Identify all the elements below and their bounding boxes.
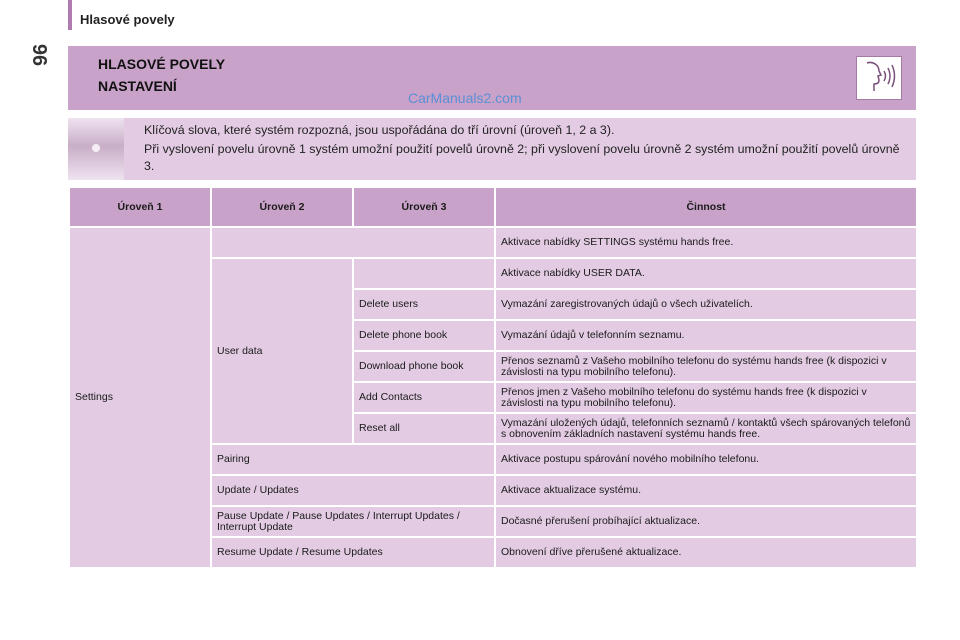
header-level-3: Úroveň 3 <box>353 187 495 227</box>
level3-cell: Delete users <box>353 289 495 320</box>
action-cell: Vymazání zaregistrovaných údajů o všech uživatelích. <box>495 289 917 320</box>
intro-paragraph-2: Při vyslovení povelu úrovně 1 systém umožní použití povelů úrovně 2; při vyslovení povelu úrovně 2 systém umožní použití povelů úrovně 3. <box>144 142 900 173</box>
action-cell: Přenos seznamů z Vašeho mobilního telefonu do systému hands free (k dispozici v závislosti na typu mobilního telefonu). <box>495 351 917 382</box>
action-cell: Přenos jmen z Vašeho mobilního telefonu do systému hands free (k dispozici v závislosti na typu mobilního telefonu). <box>495 382 917 413</box>
action-cell: Obnovení dříve přerušené aktualizace. <box>495 537 917 568</box>
level2-cell: Pairing <box>211 444 495 475</box>
action-cell: Aktivace nabídky SETTINGS systému hands free. <box>495 227 917 258</box>
level3-cell: Add Contacts <box>353 382 495 413</box>
speaking-head-icon <box>856 56 902 100</box>
intro-text <box>144 122 904 177</box>
level1-cell: Settings <box>69 227 211 568</box>
level3-cell: Reset all <box>353 413 495 444</box>
header-level-1: Úroveň 1 <box>69 187 211 227</box>
level2-cell: Pause Update / Pause Updates / Interrupt Updates / Interrupt Update <box>211 506 495 537</box>
header-level-2: Úroveň 2 <box>211 187 353 227</box>
table-header-row <box>69 187 917 227</box>
header-title: HLASOVÉ POVELY <box>98 56 226 72</box>
table-row <box>69 227 917 258</box>
voice-commands-table <box>68 186 918 569</box>
page-number: 96 <box>28 43 50 67</box>
watermark: CarManuals2.com <box>408 90 522 106</box>
section-marker-bar <box>68 0 72 30</box>
empty-cell <box>353 258 495 289</box>
intro-paragraph-1: Klíčová slova, které systém rozpozná, jsou uspořádána do tří úrovní (úroveň 1, 2 a 3). <box>144 123 615 137</box>
action-cell: Aktivace aktualizace systému. <box>495 475 917 506</box>
action-cell: Aktivace postupu spárování nového mobilního telefonu. <box>495 444 917 475</box>
header-subtitle: NASTAVENÍ <box>98 78 177 94</box>
level2-cell: Update / Updates <box>211 475 495 506</box>
intro-band <box>68 118 916 180</box>
level2-cell: Resume Update / Resume Updates <box>211 537 495 568</box>
intro-side-decoration <box>68 118 124 180</box>
header-band <box>68 46 916 110</box>
section-title: Hlasové povely <box>80 12 175 27</box>
level3-cell: Download phone book <box>353 351 495 382</box>
header-action: Činnost <box>495 187 917 227</box>
action-cell: Aktivace nabídky USER DATA. <box>495 258 917 289</box>
action-cell: Vymazání údajů v telefonním seznamu. <box>495 320 917 351</box>
action-cell: Dočasné přerušení probíhající aktualizace. <box>495 506 917 537</box>
empty-cell <box>211 227 495 258</box>
action-cell: Vymazání uložených údajů, telefonních seznamů / kontaktů všech spárovaných telefonů s obnovením základních nastavení systému hands free. <box>495 413 917 444</box>
level2-cell: User data <box>211 258 353 444</box>
level3-cell: Delete phone book <box>353 320 495 351</box>
